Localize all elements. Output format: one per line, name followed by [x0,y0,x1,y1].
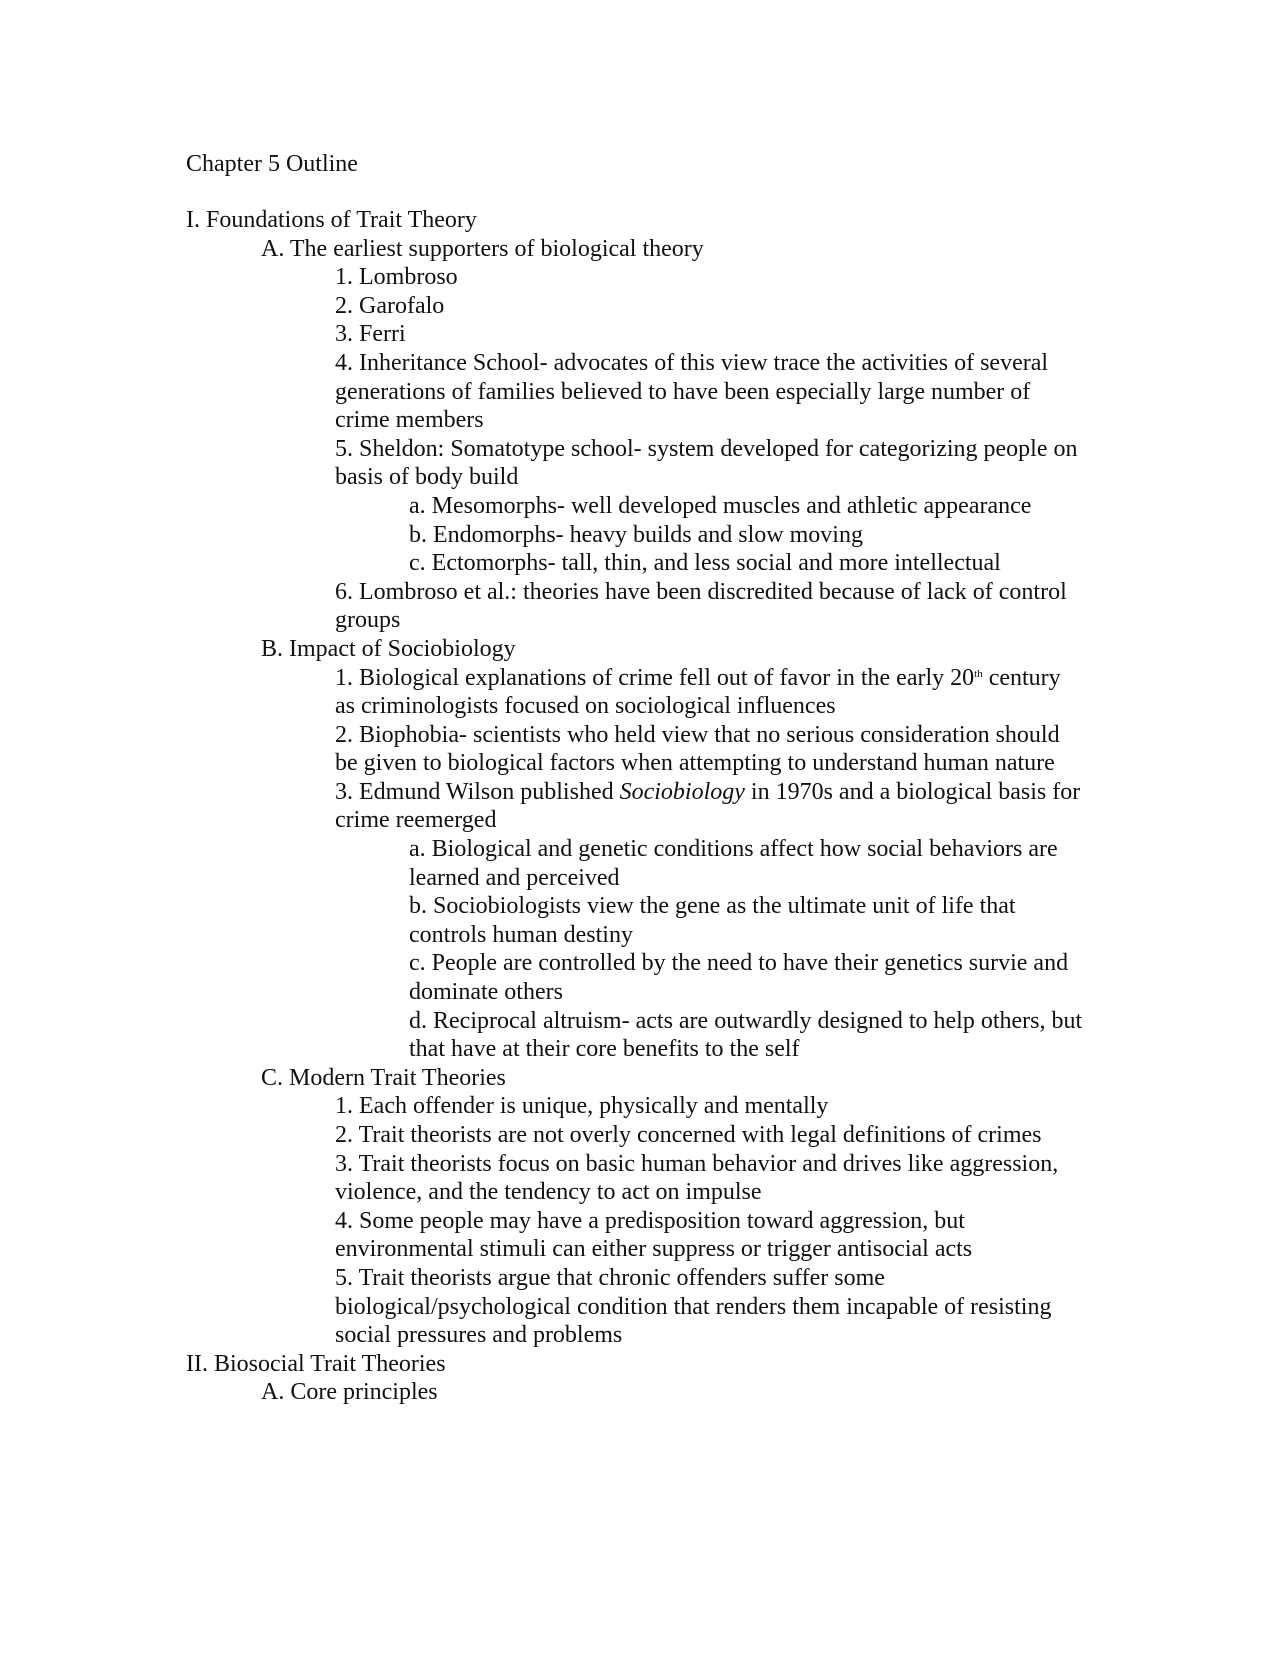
page-title: Chapter 5 Outline [186,151,358,177]
outline-item: 2. Trait theorists are not overly concerned with legal definitions of crimes [335,1122,1042,1148]
outline-item [186,778,1086,835]
outline-item: 6. Lombroso et al.: theories have been discredited because of lack of control groups [335,578,1067,634]
outline-item: 3. Ferri [335,321,406,348]
item-text: 1. Biological explanations of crime fell out of favor in the early 20 [335,664,975,691]
item-text: century as criminologists focused on sociological influences [335,664,1061,720]
subsection-heading: A. The earliest supporters of biological theory [261,235,704,262]
section-heading: II. Biosocial Trait Theories [186,1350,446,1377]
outline-subitem: c. Ectomorphs- tall, thin, and less social and more intellectual [409,550,1001,577]
item-text: 3. Edmund Wilson published [335,778,620,805]
outline-subitem: a. Mesomorphs- well developed muscles and athletic appearance [409,492,1032,519]
outline-item: 1. Lombroso [335,264,458,291]
outline-item: 5. Sheldon: Somatotype school- system developed for categorizing people on basis of body build [335,435,1078,491]
outline-item: 1. Each offender is unique, physically and mentally [335,1093,829,1120]
section-heading: I. Foundations of Trait Theory [186,207,477,233]
outline-item: 4. Inheritance School- advocates of this view trace the activities of several generations of families believed to have been especially large number of crime members [335,349,1049,434]
outline-item: 3. Trait theorists focus on basic human behavior and drives like aggression, violence, and the tendency to act on impulse [335,1150,1059,1206]
outline-item: 2. Garofalo [335,292,445,319]
outline-subitem: b. Sociobiologists view the gene as the ultimate unit of life that controls human destiny [409,893,1016,948]
outline-subitem: a. Biological and genetic conditions affect how social behaviors are learned and perceived [409,836,1058,891]
outline-subitem: d. Reciprocal altruism- acts are outwardly designed to help others, but that have at their core benefits to the self [409,1007,1083,1063]
outline-item [186,664,1086,721]
outline-item: 5. Trait theorists argue that chronic offenders suffer some biological/psychological condition that renders them incapable of resisting social pressures and problems [335,1264,1052,1349]
superscript: th [974,667,983,680]
outline-subitem: c. People are controlled by the need to have their genetics survie and dominate others [409,950,1069,1006]
item-text: in 1970s and a biological basis for crime reemerged [335,778,1081,834]
outline-item: 2. Biophobia- scientists who held view that no serious consideration should be given to biological factors when attempting to understand human nature [335,721,1060,777]
outline-item: 4. Some people may have a predisposition toward aggression, but environmental stimuli can either suppress or trigger antisocial acts [335,1207,973,1263]
subsection-heading: B. Impact of Sociobiology [261,635,516,662]
subsection-heading: C. Modern Trait Theories [261,1064,506,1091]
outline [186,206,1086,1407]
book-title: Sociobiology [619,778,745,805]
subsection-heading: A. Core principles [261,1379,438,1406]
outline-subitem: b. Endomorphs- heavy builds and slow moving [409,521,863,548]
